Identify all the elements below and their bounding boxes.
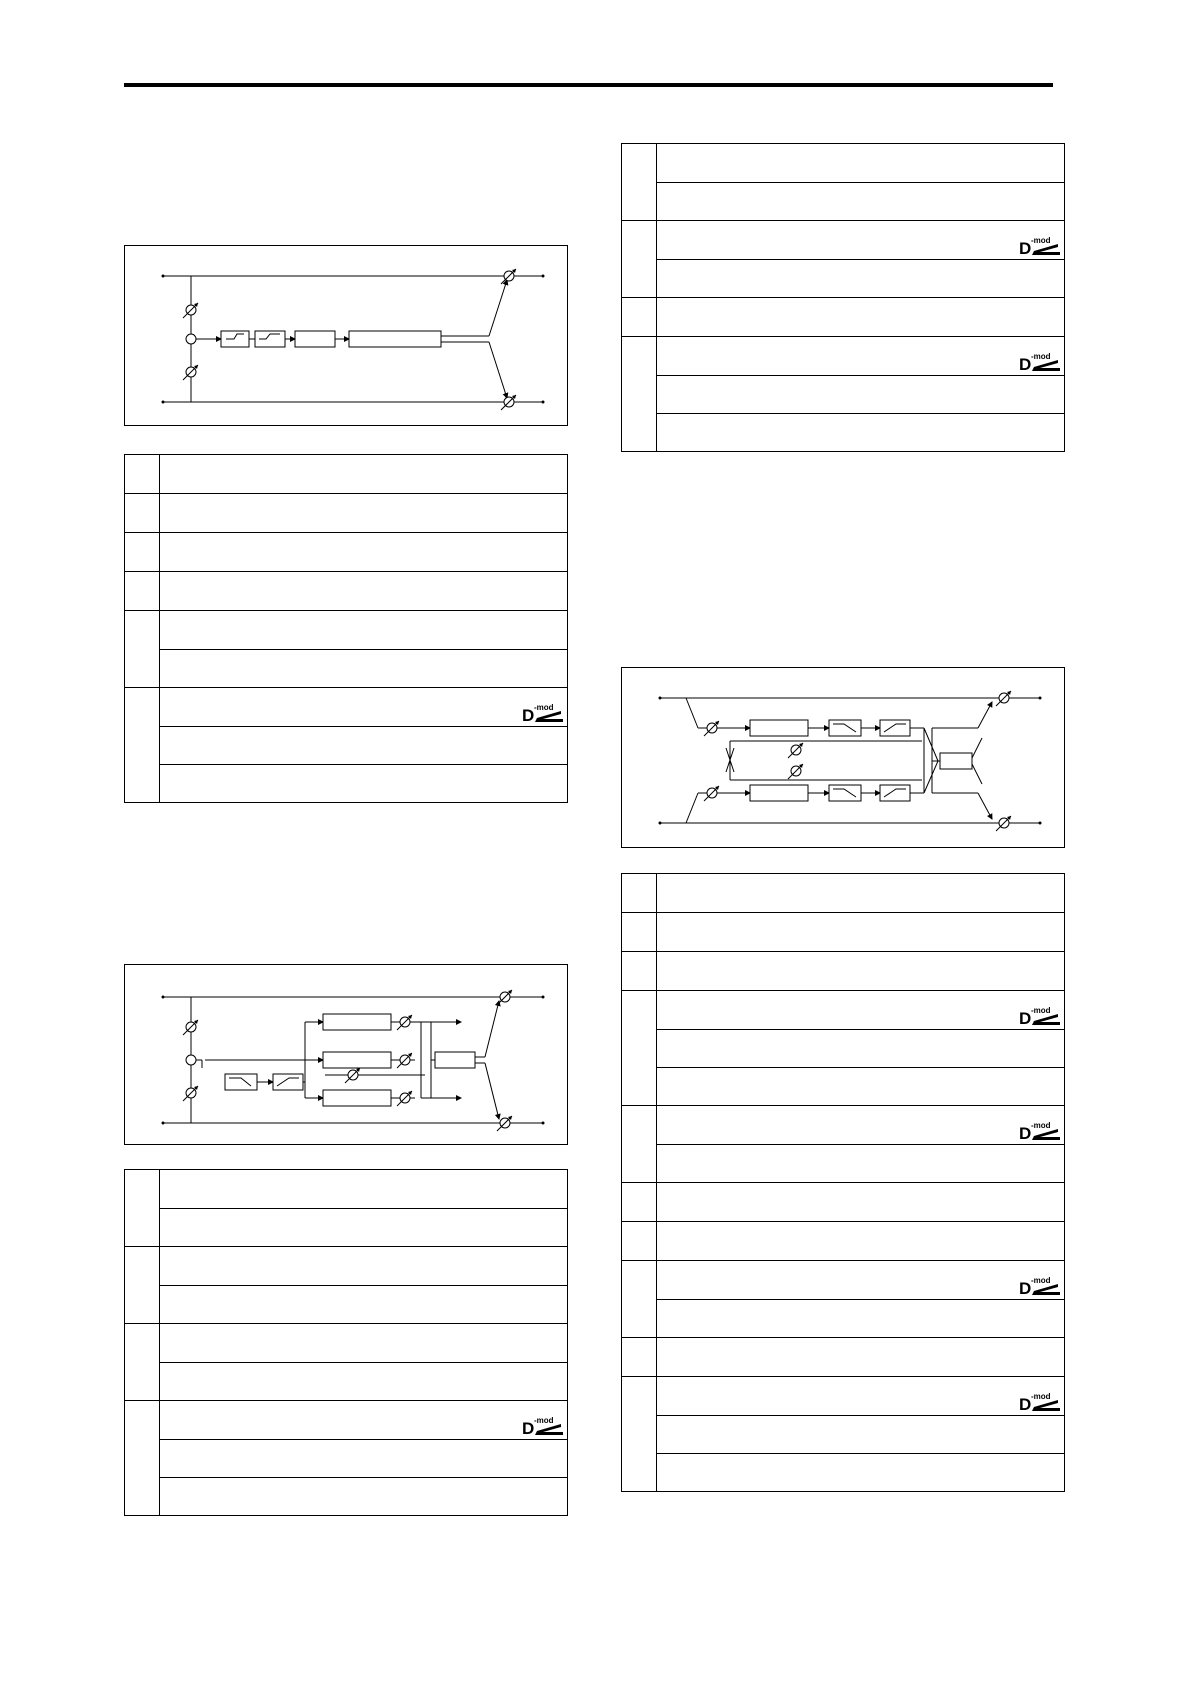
parameter-number-cell [125, 1324, 160, 1400]
parameter-group [125, 610, 567, 687]
svg-text:-mod: -mod [1031, 1392, 1051, 1401]
parameter-row [657, 259, 1064, 297]
svg-text:D: D [522, 1419, 535, 1437]
parameter-group [622, 1260, 1064, 1337]
svg-text:D: D [1019, 1124, 1032, 1142]
parameter-row [657, 144, 1064, 182]
svg-text:-mod: -mod [534, 1416, 554, 1425]
parameter-row [657, 1338, 1064, 1376]
svg-text:D: D [1019, 1395, 1032, 1413]
parameter-row [657, 874, 1064, 912]
parameter-group [125, 493, 567, 532]
parameter-group [622, 1376, 1064, 1491]
parameter-row [160, 455, 567, 493]
parameter-number-cell [622, 1261, 657, 1337]
parameter-number-cell [622, 1222, 657, 1260]
d-mod-icon [1018, 351, 1062, 373]
svg-text:D: D [1019, 1009, 1032, 1027]
parameter-number-cell [125, 1170, 160, 1246]
svg-text:-mod: -mod [1031, 1006, 1051, 1015]
parameter-row [657, 1377, 1064, 1415]
parameter-row [657, 1415, 1064, 1453]
parameter-number-cell [125, 455, 160, 493]
svg-text:-mod: -mod [1031, 352, 1051, 361]
block-diagram-3 [621, 667, 1065, 848]
parameter-number-cell [622, 913, 657, 951]
parameter-row [160, 572, 567, 610]
parameter-number-cell [622, 874, 657, 912]
parameter-table-2 [124, 1169, 568, 1516]
parameter-group [125, 1246, 567, 1323]
parameter-number-cell [622, 1106, 657, 1182]
parameter-number-cell [125, 1247, 160, 1323]
level-knob-icon [788, 743, 803, 758]
parameter-number-cell [622, 144, 657, 220]
parameter-table-1 [124, 454, 568, 803]
parameter-row [160, 533, 567, 571]
parameter-number-cell [622, 1183, 657, 1221]
parameter-row [160, 494, 567, 532]
svg-text:D: D [522, 706, 535, 724]
parameter-row [657, 337, 1064, 375]
block-diagram-2 [124, 964, 568, 1145]
parameter-row [657, 1067, 1064, 1105]
svg-text:D: D [1019, 355, 1032, 373]
parameter-row [160, 1247, 567, 1285]
parameter-number-cell [622, 1377, 657, 1491]
svg-text:-mod: -mod [1031, 236, 1051, 245]
svg-text:-mod: -mod [534, 703, 554, 712]
parameter-number-cell [125, 572, 160, 610]
parameter-row [657, 1299, 1064, 1337]
parameter-group [125, 455, 567, 493]
parameter-row [657, 1453, 1064, 1491]
parameter-number-cell [622, 221, 657, 297]
parameter-group [622, 1182, 1064, 1221]
parameter-group [622, 1221, 1064, 1260]
svg-text:D: D [1019, 239, 1032, 257]
d-mod-icon [521, 1415, 565, 1437]
parameter-row [160, 649, 567, 687]
parameter-row [657, 1029, 1064, 1067]
parameter-row [657, 952, 1064, 990]
parameter-row [160, 688, 567, 726]
parameter-number-cell [622, 991, 657, 1105]
parameter-group [125, 571, 567, 610]
svg-text:-mod: -mod [1031, 1276, 1051, 1285]
parameter-row [657, 1144, 1064, 1182]
parameter-number-cell [622, 1338, 657, 1376]
parameter-row [160, 764, 567, 802]
d-mod-icon [1018, 1391, 1062, 1413]
parameter-group [125, 1170, 567, 1246]
parameter-table-4 [621, 873, 1065, 1492]
parameter-row [657, 298, 1064, 336]
parameter-group [622, 874, 1064, 912]
d-mod-icon [1018, 1275, 1062, 1297]
d-mod-icon [521, 702, 565, 724]
parameter-group [622, 336, 1064, 451]
parameter-row [160, 726, 567, 764]
parameter-row [160, 1208, 567, 1246]
d-mod-icon [1018, 1120, 1062, 1142]
block-diagram-1 [124, 245, 568, 426]
parameter-group [622, 1105, 1064, 1182]
parameter-row [160, 1477, 567, 1515]
svg-text:-mod: -mod [1031, 1121, 1051, 1130]
parameter-row [160, 1362, 567, 1400]
parameter-number-cell [622, 298, 657, 336]
parameter-row [657, 413, 1064, 451]
parameter-number-cell [125, 494, 160, 532]
parameter-number-cell [622, 337, 657, 451]
parameter-number-cell [125, 1401, 160, 1515]
parameter-row [160, 1401, 567, 1439]
parameter-group [622, 297, 1064, 336]
parameter-number-cell [125, 533, 160, 571]
parameter-group [622, 951, 1064, 990]
parameter-group [125, 1323, 567, 1400]
parameter-row [657, 182, 1064, 220]
parameter-group [622, 1337, 1064, 1376]
parameter-row [657, 221, 1064, 259]
parameter-row [657, 1183, 1064, 1221]
parameter-row [657, 1106, 1064, 1144]
parameter-group [622, 144, 1064, 220]
parameter-number-cell [125, 688, 160, 802]
d-mod-icon [1018, 1005, 1062, 1027]
parameter-group [125, 687, 567, 802]
parameter-number-cell [622, 952, 657, 990]
parameter-row [160, 1324, 567, 1362]
parameter-group [622, 220, 1064, 297]
parameter-row [657, 991, 1064, 1029]
parameter-row [160, 1439, 567, 1477]
level-knob-icon [788, 764, 803, 779]
parameter-number-cell [125, 611, 160, 687]
parameter-row [160, 611, 567, 649]
svg-text:D: D [1019, 1279, 1032, 1297]
parameter-row [657, 913, 1064, 951]
parameter-row [657, 1222, 1064, 1260]
parameter-group [622, 990, 1064, 1105]
parameter-row [657, 1261, 1064, 1299]
parameter-group [622, 912, 1064, 951]
parameter-row [160, 1285, 567, 1323]
header-rule [124, 83, 1053, 87]
parameter-row [657, 375, 1064, 413]
parameter-group [125, 1400, 567, 1515]
parameter-table-3 [621, 143, 1065, 452]
parameter-row [160, 1170, 567, 1208]
parameter-group [125, 532, 567, 571]
d-mod-icon [1018, 235, 1062, 257]
